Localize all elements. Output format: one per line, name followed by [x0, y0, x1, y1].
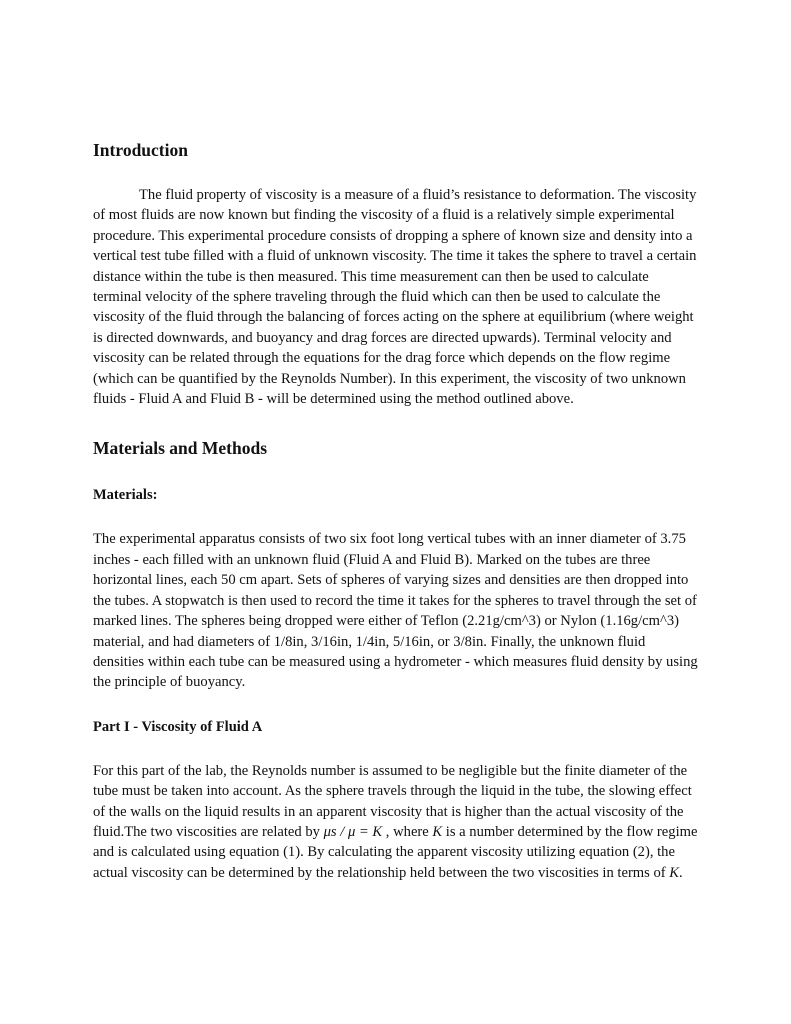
- part-one-text-before: For this part of the lab, the Reynolds number is assumed to be negligible but the finite diameter of the tube must be taken into account. As the sphere travels through the liquid in the tube, the slowing effect of the walls on the liquid results in an apparent viscosity that is higher than the actual viscosity of the fluid.The two viscosities are related by: [93, 762, 692, 840]
- part-one-text-end: .: [679, 864, 683, 881]
- k-symbol-end: K: [669, 864, 680, 881]
- document-page: [93, 138, 699, 883]
- introduction-paragraph: The fluid property of viscosity is a measure of a fluid’s resistance to deformation. The viscosity of most fluids are now known but finding the viscosity of a fluid is a relatively simple experimental procedure. This experimental procedure consists of dropping a sphere of known size and density into a vertical test tube filled with a fluid of unknown viscosity. The time it takes the sphere to travel a certain distance within the tube is then measured. This time measurement can then be used to calculate terminal velocity of the sphere traveling through the fluid which can then be used to calculate the viscosity of the fluid through the balancing of forces acting on the sphere at equilibrium (where weight is directed downwards, and buoyancy and drag forces are directed upwards). Terminal velocity and viscosity can be related through the equations for the drag force which depends on the flow regime (which can be quantified by the Reynolds Number). In this experiment, the viscosity of two unknown fluids - Fluid A and Fluid B - will be determined using the method outlined above.: [93, 187, 697, 408]
- materials-and-methods-heading: Materials and Methods: [93, 438, 268, 459]
- part-one-text-middle: , where: [382, 823, 433, 840]
- part-one-text-after: is a number determined by the flow regime and is calculated using equation (1). By calculating the apparent viscosity utilizing equation (2), the actual viscosity can be determined by the relationship held between the two viscosities in terms of: [93, 823, 698, 881]
- k-symbol: K: [432, 823, 443, 840]
- materials-paragraph: The experimental apparatus consists of two six foot long vertical tubes with an inner diameter of 3.75 inches - each filled with an unknown fluid (Fluid A and Fluid B). Marked on the tubes are three horizontal lines, each 50 cm apart. Sets of spheres of varying sizes and densities are then dropped into the tubes. A stopwatch is then used to record the time it takes for the spheres to travel through the set of marked lines. The spheres being dropped were either of Teflon (2.21g/cm^3) or Nylon (1.16g/cm^3) material, and had diameters of 1/8in, 3/16in, 1/4in, 5/16in, or 3/8in. Finally, the unknown fluid densities within each tube can be measured using a hydrometer - which measures fluid density by using the principle of buoyancy.: [93, 531, 698, 691]
- materials-subheading: Materials:: [93, 487, 158, 504]
- part-one-subheading: Part I - Viscosity of Fluid A: [93, 718, 263, 735]
- introduction-heading: Introduction: [93, 140, 188, 160]
- part-one-paragraph: [93, 761, 699, 883]
- viscosity-ratio-equation: μs / μ = K: [323, 823, 383, 840]
